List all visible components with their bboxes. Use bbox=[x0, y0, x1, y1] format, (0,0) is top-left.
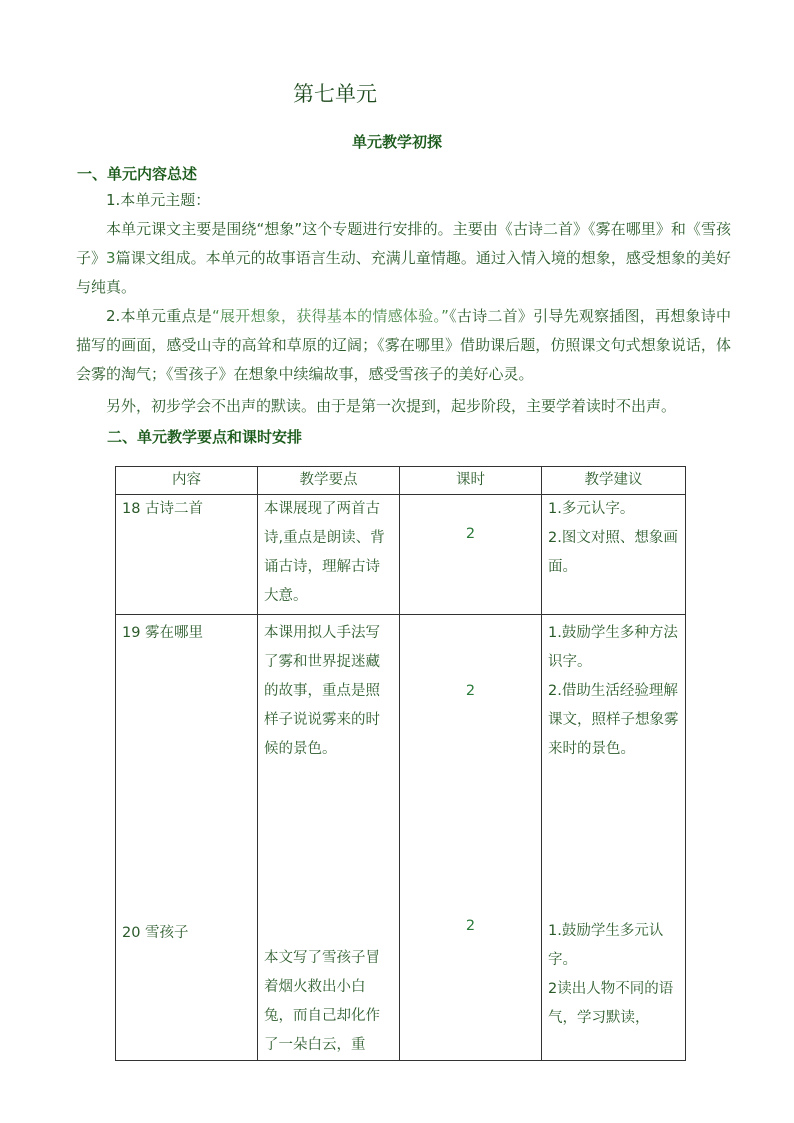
row-advice bbox=[542, 615, 686, 1061]
header-content: 内容 bbox=[116, 467, 258, 495]
item2-prefix: 2.本单元重点是 bbox=[106, 307, 212, 325]
item1-body bbox=[76, 215, 731, 302]
row-content-19: 19 雾在哪里 bbox=[122, 625, 204, 641]
row-points-19: 本课用拟人手法写了雾和世界捉迷藏的故事，重点是照样子说说雾来的时候的景色。 bbox=[264, 625, 380, 757]
row-content-20: 20 雪孩子 bbox=[122, 925, 189, 941]
header-advice: 教学建议 bbox=[542, 467, 686, 495]
item2-text: 《古诗二首》引导先观察插图，再想象诗中描写的画面，感受山寺的高耸和草原的辽阔；《雾在哪里》借助课后题，仿照课文句式想象说话，体会雾的淘气；《雪孩子》在想象中续编故事，感受雪孩子的美好心灵。 bbox=[76, 307, 731, 383]
header-points: 教学要点 bbox=[258, 467, 400, 495]
row-hours bbox=[400, 615, 542, 1061]
advice-item-2: 2.借助生活经验理解课文，照样子想象雾来时的景色。 bbox=[548, 683, 679, 757]
row-hours: 2 bbox=[400, 495, 542, 615]
table-header-row bbox=[116, 467, 686, 495]
table-row bbox=[116, 495, 686, 615]
advice-item-2: 2.图文对照、想象画面。 bbox=[548, 530, 678, 575]
row-points-20: 本文写了雪孩子冒着烟火救出小白兔，而自己却化作了一朵白云，重 bbox=[264, 950, 380, 1053]
advice-item-1: 1.鼓励学生多种方法识字。 bbox=[548, 625, 678, 670]
table-row bbox=[116, 615, 686, 1061]
lesson-plan-table bbox=[115, 466, 686, 1061]
heading-teaching-plan: 二、单元教学要点和课时安排 bbox=[107, 428, 303, 446]
item2-emphasis: “展开想象，获得基本的情感体验。” bbox=[212, 307, 449, 325]
row-advice bbox=[542, 495, 686, 615]
row-points bbox=[258, 615, 400, 1061]
heading-unit-overview: 一、单元内容总述 bbox=[77, 165, 198, 183]
advice-item-1: 1.多元认字。 bbox=[548, 501, 635, 517]
advice-item-3: 1.鼓励学生多元认字。 bbox=[548, 923, 664, 968]
section-subtitle: 单元教学初探 bbox=[351, 133, 442, 151]
row-hours-19: 2 bbox=[465, 683, 476, 699]
advice-item-4: 2读出人物不同的语气，学习默读， bbox=[548, 981, 674, 1026]
item2-body bbox=[76, 302, 731, 389]
row-content bbox=[116, 615, 258, 1061]
item3-body: 另外，初步学会不出声的默读。由于是第一次提到，起步阶段，主要学着读时不出声。 bbox=[106, 397, 677, 415]
header-hours: 课时 bbox=[400, 467, 542, 495]
item1-body-a: 本单元课文主要是围绕“想象”这个专题进行安排的。主要由《古诗二首》《雾在哪里》和《雪孩子》 bbox=[76, 220, 731, 267]
row-points: 本课展现了两首古诗,重点是朗读、背诵古诗，理解古诗大意。 bbox=[258, 495, 400, 615]
item1-body-b: 篇课文组成。本单元的故事语言生动、充满儿童情趣。通过入情入境的想象，感受想象的美好与纯真。 bbox=[76, 249, 731, 296]
item1-count: 3 bbox=[106, 249, 116, 267]
item1-label: 1.本单元主题： bbox=[106, 191, 211, 209]
unit-title: 第七单元 bbox=[293, 82, 377, 106]
row-content: 18 古诗二首 bbox=[116, 495, 258, 615]
row-hours-20: 2 bbox=[465, 918, 476, 934]
